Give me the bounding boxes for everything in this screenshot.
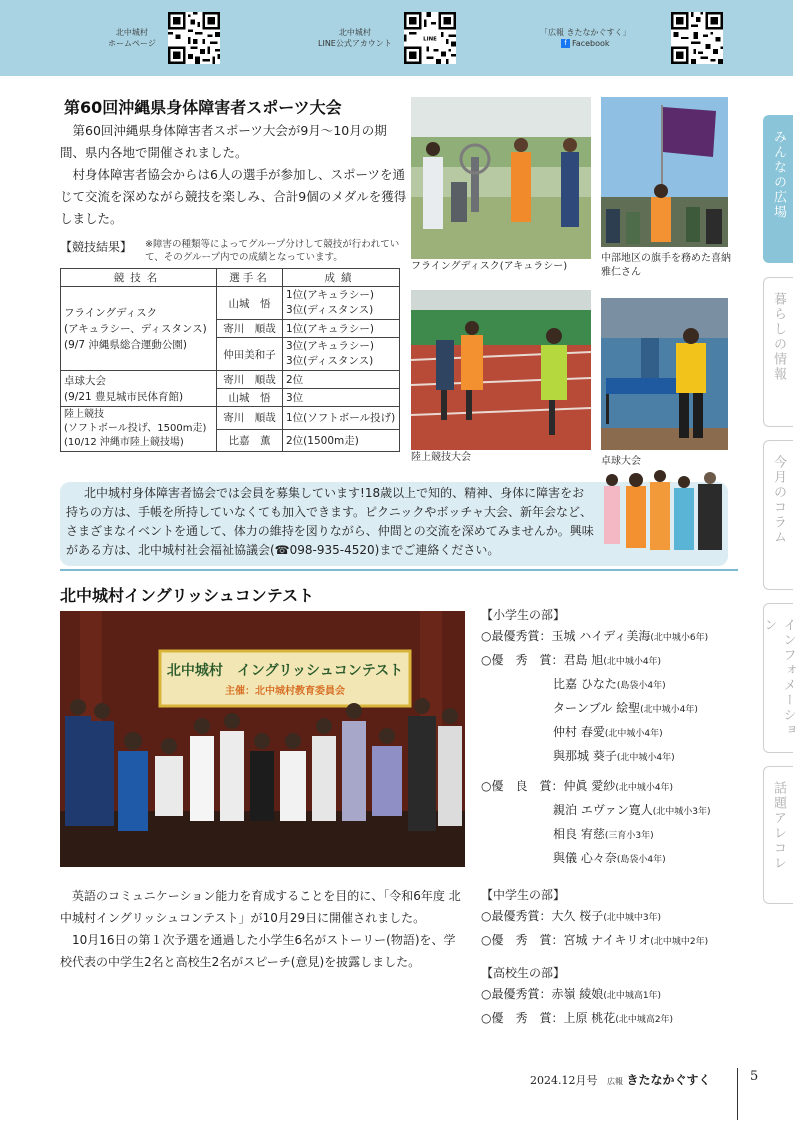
tab-kongetsu-no-column[interactable] [763, 440, 793, 590]
winner-school: (北中城小4年) [603, 657, 662, 667]
english-body [60, 885, 465, 973]
winner-name: 大久 桜子 [551, 909, 604, 923]
winner-name: 赤嶺 綾娘 [551, 987, 604, 1001]
qr-label-line: ホームページ [108, 39, 156, 48]
award-list [481, 605, 751, 1041]
winner-school: (北中城中3年) [603, 913, 662, 923]
award-title: ○優 良 賞： [481, 779, 564, 793]
table-row [61, 407, 400, 430]
paragraph: 村身体障害者協会からは6人の選手が参加し、スポーツを通じて交流を深めながら競技を楽しみ、合計9個のメダルを獲得しました。 [60, 167, 407, 226]
members-photo [600, 472, 728, 560]
winner-name: 相良 宥慈 [553, 827, 605, 841]
award-row [481, 673, 751, 697]
sports-body [60, 120, 408, 230]
contest-banner-sub: 主催：北中城村教育委員会 [225, 686, 345, 697]
award-row [481, 745, 751, 769]
footer-rule [737, 1068, 738, 1120]
result-cell: 1位(ソフトボール投げ) [283, 407, 400, 430]
event-line: (9/7 沖縄県総合運動公園) [64, 338, 187, 351]
qr-label-line: 「広報 きたなかぐすく」 [540, 28, 631, 37]
winner-school: (北中城小4年) [615, 783, 674, 793]
table-row [61, 371, 400, 389]
results-note: ※障害の種類等によってグループ分けして競技が行われていて、そのグループ内での成績となっています。 [145, 239, 400, 263]
qr-label-line: LINE公式アカウント [318, 39, 392, 48]
tab-label: インフォメーション [761, 618, 796, 738]
award-row [481, 983, 751, 1007]
award-row [481, 625, 751, 649]
award-row [481, 929, 751, 953]
winner-name: 玉城 ハイディ美海 [551, 629, 651, 643]
event-line: (9/21 豊見城市民体育館) [64, 390, 184, 403]
result-line: 3位(ディスタンス) [286, 304, 374, 316]
english-contest-photo [60, 611, 465, 867]
winner-name: ターンブル 絵聖 [553, 701, 641, 715]
tab-minna-no-hiroba[interactable] [763, 115, 793, 263]
event-line: (ソフトボール投げ、1500m走) [64, 423, 207, 434]
track-caption: 陸上競技大会 [411, 452, 471, 463]
paragraph: 第60回沖縄県身体障害者スポーツ大会が9月～10月の期間、県内各地で開催されました。 [60, 123, 387, 160]
award-title: ○優 秀 賞： [481, 933, 564, 947]
award-row [481, 775, 751, 799]
award-row [481, 823, 751, 847]
event-cell [61, 407, 217, 452]
english-contest-title: 北中城村イングリッシュコンテスト [60, 586, 315, 605]
result-cell: 2位 [283, 371, 400, 389]
sports-title: 第60回沖縄県身体障害者スポーツ大会 [64, 98, 342, 117]
recruitment-text: 北中城村身体障害者協会では会員を募集しています!18歳以上で知的、精神、身体に障害をお持ちの方は、手帳を所持していなくても加入できます。ピクニックやボッチャ大会、新年会など、さまざまなイベントを通して、体力の維持を図りながら、仲間との交流を深めてみませんか。興味がある方は、北中城村社会福祉協議会(☎098-935-4520)までご連絡ください。 [66, 486, 594, 557]
athlete-name: 寄川 順哉 [217, 407, 283, 430]
event-cell [61, 287, 217, 371]
winner-school: (北中城小4年) [616, 753, 675, 763]
paragraph: 10月16日の第１次予選を通過した小学生6名がストーリー(物語)を、学校代表の中学生2名と高校生2名がスピーチ(意見)を披露しました。 [60, 933, 456, 969]
junior-group [481, 885, 751, 953]
result-line: 1位(アキュラシー) [286, 289, 374, 301]
event-line: (10/12 沖縄市陸上競技場) [64, 437, 184, 448]
magazine-title: きたなかぐすく [626, 1073, 711, 1087]
line-qr-center-label: LINE [422, 36, 437, 43]
winner-name: 比嘉 ひなた [553, 677, 617, 691]
award-row [481, 905, 751, 929]
award-row [481, 721, 751, 745]
athlete-name: 山城 悟 [217, 389, 283, 407]
result-line: 3位(ディスタンス) [286, 355, 374, 367]
result-cell [283, 287, 400, 320]
winner-school: (北中城中2年) [650, 937, 709, 947]
winner-school: (北中城小3年) [652, 807, 711, 817]
winner-name: 上原 桃花 [563, 1011, 616, 1025]
track-photo [411, 290, 591, 450]
result-cell: 1位(アキュラシー) [283, 320, 400, 338]
line-qr-code[interactable] [404, 12, 456, 64]
table-header-cell: 成績 [283, 269, 400, 287]
homepage-qr-code[interactable] [168, 12, 220, 64]
winner-name: 君島 旭 [563, 653, 604, 667]
winner-name: 宮城 ナイキリオ [563, 933, 651, 947]
award-row [481, 649, 751, 673]
tab-kurashi-no-joho[interactable] [763, 277, 793, 427]
paragraph: 英語のコミュニケーション能力を育成することを目的に、「令和6年度 北中城村イングリッシュコンテスト」が10月29日に開催されました。 [60, 889, 461, 925]
result-cell [283, 338, 400, 371]
contest-banner-title: 北中城村 イングリッシュコンテスト [166, 663, 404, 679]
winner-school: (北中城小6年) [650, 633, 709, 643]
flag-bearer-caption: 中部地区の旗手を務めた喜納雅仁さん [601, 253, 731, 278]
results-table [60, 268, 400, 452]
winner-name: 與那城 葵子 [553, 749, 617, 763]
tab-label: 今月のコラム [771, 455, 786, 545]
table-tennis-photo [601, 298, 728, 450]
event-line: 陸上競技 [64, 409, 104, 420]
high-school-group [481, 963, 751, 1031]
table-tennis-caption: 卓球大会 [601, 456, 641, 467]
issue-date: 2024.12月号 [530, 1074, 598, 1087]
qr-label-line: Facebook [571, 39, 610, 48]
award-title: ○最優秀賞： [481, 987, 552, 1001]
winner-school: (北中城小4年) [604, 729, 663, 739]
table-header-cell: 競技名 [61, 269, 217, 287]
winner-school: (三育小3年) [604, 831, 654, 841]
facebook-qr-code[interactable] [671, 12, 723, 64]
result-cell: 2位(1500m走) [283, 429, 400, 452]
homepage-qr-group[interactable] [108, 12, 220, 64]
award-title: ○優 秀 賞： [481, 1011, 564, 1025]
winner-name: 仲村 春愛 [553, 725, 605, 739]
winner-name: 仲眞 愛紗 [563, 779, 616, 793]
event-line: 卓球大会 [64, 374, 106, 387]
flying-disc-photo [411, 97, 591, 259]
group-heading: 【小学生の部】 [481, 608, 566, 622]
event-cell [61, 371, 217, 407]
group-heading: 【中学生の部】 [481, 888, 566, 902]
results-label: 【競技結果】 [60, 240, 133, 254]
award-row [481, 1007, 751, 1031]
winner-school: (北中城高1年) [603, 991, 662, 1001]
table-header-row [61, 269, 400, 287]
qr-label-line: 北中城村 [115, 28, 148, 37]
award-row [481, 799, 751, 823]
winner-school: (島袋小4年) [616, 681, 666, 691]
kouhou-label: 広報 [607, 1077, 623, 1086]
winner-school: (北中城高2年) [615, 1015, 674, 1025]
athlete-name: 仲田美和子 [217, 338, 283, 371]
result-cell: 3位 [283, 389, 400, 407]
athlete-name: 寄川 順哉 [217, 371, 283, 389]
award-title: ○最優秀賞： [481, 909, 552, 923]
table-header-cell: 選手名 [217, 269, 283, 287]
qr-label-line: 北中城村 [338, 28, 371, 37]
athlete-name: 寄川 順哉 [217, 320, 283, 338]
winner-school: (北中城小4年) [640, 705, 698, 715]
award-row [481, 697, 751, 721]
result-line: 3位(アキュラシー) [286, 340, 374, 352]
tab-label: 暮らしの情報 [771, 292, 786, 382]
page-number: 5 [750, 1069, 759, 1084]
header-band [0, 0, 793, 76]
group-heading: 【高校生の部】 [481, 966, 566, 980]
tab-information[interactable] [761, 603, 796, 753]
elementary-group [481, 605, 751, 871]
athlete-name: 山城 悟 [217, 287, 283, 320]
athlete-name: 比嘉 薫 [217, 429, 283, 452]
facebook-qr-group[interactable] [540, 12, 723, 64]
recruitment-notice [60, 482, 728, 566]
award-row [481, 847, 751, 871]
tab-label: みんなの広場 [771, 130, 786, 220]
tab-label: 話題アレコレ [771, 781, 786, 871]
event-line: フライングディスク [64, 306, 158, 319]
tab-wadai-arekore[interactable] [763, 766, 793, 904]
winner-name: 親泊 エヴァン寛人 [553, 803, 653, 817]
winner-school: (島袋小4年) [616, 855, 666, 865]
page-footer [530, 1071, 711, 1088]
flag-bearer-photo [601, 97, 728, 247]
event-line: (アキュラシー、ディスタンス) [64, 322, 207, 335]
table-row [61, 287, 400, 320]
flying-disc-caption: フライングディスク(アキュラシー) [411, 261, 568, 272]
award-title: ○最優秀賞： [481, 629, 552, 643]
winner-name: 與儀 心々奈 [553, 851, 617, 865]
section-divider [60, 569, 738, 571]
line-qr-group[interactable] [318, 12, 456, 64]
facebook-icon: f [561, 39, 570, 48]
award-title: ○優 秀 賞： [481, 653, 564, 667]
